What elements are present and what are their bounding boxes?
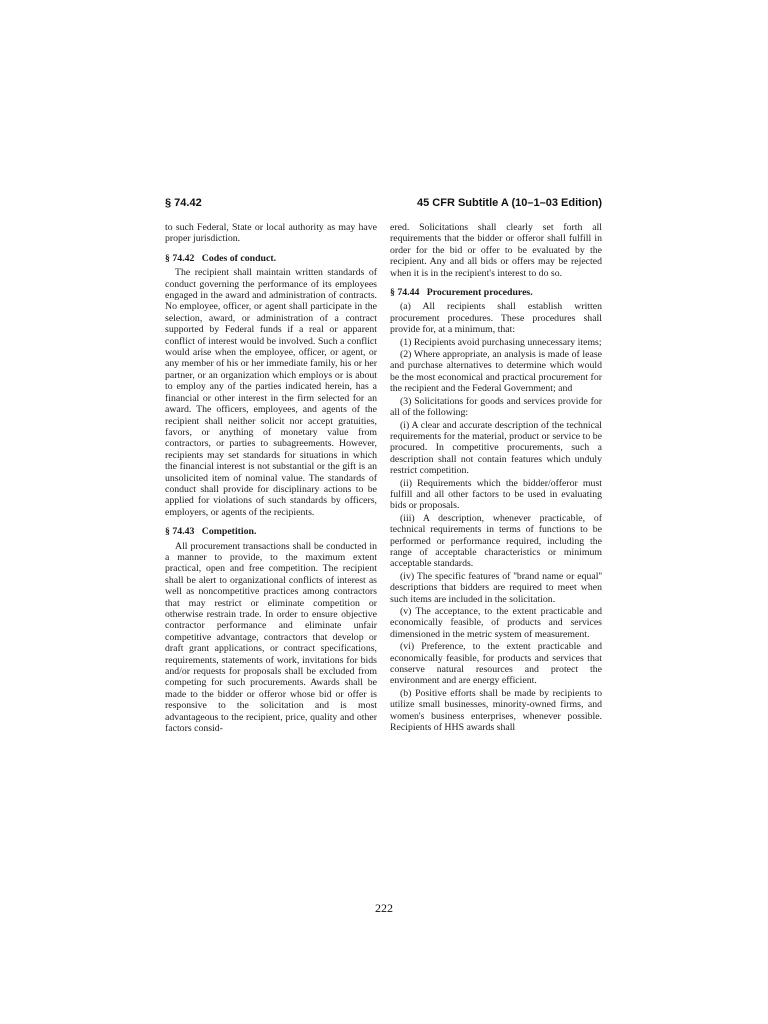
- paragraph-a1: (1) Recipients avoid purchasing unnecessary items;: [400, 336, 602, 348]
- section-body: The recipient shall maintain written standards of conduct governing the performance of its employees engaged in the award and administration of contracts. No employee, officer, or agent shall participate in the selection, award, or administration of a contract supported by Federal funds if a real or apparent conflict of interest would be involved. Such a conflict would arise when the employee, officer, or agent, or any member of his or her immediate family, his or her partner, or an organization which employs or is about to employ any of the parties indicated herein, has a financial or other interest in the firm selected for an award. The officers, employees, and agents of the recipient shall neither solicit nor accept gratuities, favors, or anything of monetary value from contractors, or parties to subagreements. However, recipients may set standards for situations in which the financial interest is not substantial or the gift is an unsolicited item of nominal value. The standards of conduct shall provide for disciplinary actions to be applied for violations of such standards by officers, employers, or agents of the recipients.: [165, 267, 377, 518]
- paragraph-a: (a) All recipients shall establish written procurement procedures. These procedures shall provide for, at a minimum, that:: [390, 301, 602, 336]
- running-header-section: § 74.42: [165, 197, 202, 209]
- section-title: Competition.: [201, 526, 257, 538]
- continuation-text: to such Federal, State or local authority as may have proper jurisdiction.: [165, 222, 377, 245]
- paragraph-i: (i) A clear and accurate description of the technical requirements for the material, product or service to be procured. In competitive procurements, such a description shall not contain features which unduly restrict competition.: [390, 419, 602, 477]
- left-column: [165, 222, 377, 734]
- paragraph-iii: (iii) A description, whenever practicable, of technical requirements in terms of functions to be performed or performance required, including the range of acceptable characteristics or minimum acceptable standards.: [390, 512, 602, 570]
- section-number: § 74.43: [165, 526, 195, 538]
- section-title: Codes of conduct.: [201, 252, 277, 264]
- paragraph-vi: (vi) Preference, to the extent practicable and economically feasible, for products and services that conserve natural resources and protect the environment and are energy efficient.: [390, 641, 602, 687]
- paragraph-a2: (2) Where appropriate, an analysis is made of lease and purchase alternatives to determine which would be the most economical and practical procurement for the recipient and the Federal Government; and: [390, 349, 602, 395]
- section-number: § 74.42: [165, 252, 195, 264]
- paragraph-v: (v) The acceptance, to the extent practicable and economically feasible, of products and services dimensioned in the metric system of measurement.: [390, 606, 602, 640]
- paragraph-ii: (ii) Requirements which the bidder/offeror must fulfill and all other factors to be used in evaluating bids or proposals.: [390, 477, 602, 512]
- right-column: [390, 222, 602, 733]
- section-heading-74-44: [390, 287, 602, 298]
- paragraph-b: (b) Positive efforts shall be made by recipients to utilize small businesses, minority-owned firms, and women's business enterprises, whenever possible. Recipients of HHS awards shall: [390, 687, 602, 734]
- section-title: Procurement procedures.: [426, 287, 533, 299]
- running-header-publication: 45 CFR Subtitle A (10–1–03 Edition): [416, 197, 602, 209]
- section-body: All procurement transactions shall be conducted in a manner to provide, to the maximum extent practical, open and free competition. The recipient shall be alert to organizational conflicts of interest as well as noncompetitive practices among contractors that may restrict or eliminate competition or otherwise restrain trade. In order to ensure objective contractor performance and eliminate unfair competitive advantage, contractors that develop or draft grant applications, or contract specifications, requirements, statements of work, invitations for bids and/or requests for proposals shall be excluded from competing for such procurements. Awards shall be made to the bidder or offeror whose bid or offer is responsive to the solicitation and is most advantageous to the recipient, price, quality and other factors consid-: [165, 540, 377, 735]
- section-heading-74-42: [165, 253, 377, 264]
- section-number: § 74.44: [390, 287, 420, 299]
- paragraph-iv: (iv) The specific features of ''brand name or equal'' descriptions that bidders are required to meet when such items are included in the solicitation.: [390, 570, 602, 605]
- continuation-text: ered. Solicitations shall clearly set forth all requirements that the bidder or offeror shall fulfill in order for the bid or offer to be evaluated by the recipient. Any and all bids or offers may be rejected when it is in the recipient's interest to do so.: [390, 222, 602, 279]
- paragraph-a3: (3) Solicitations for goods and services provide for all of the following:: [390, 395, 602, 419]
- section-heading-74-43: [165, 526, 377, 537]
- page-number: 222: [375, 901, 393, 915]
